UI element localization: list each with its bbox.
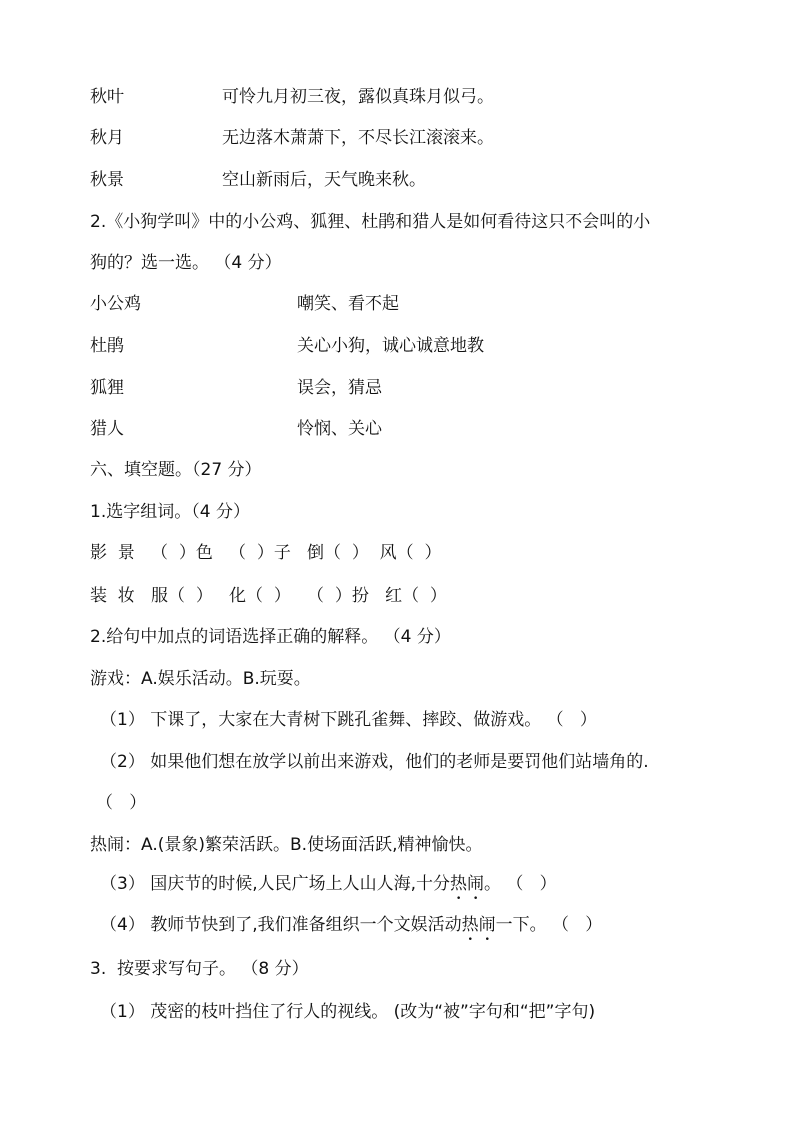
sentence-text: 。 （ ） (484, 874, 557, 894)
sentence-3 (100, 873, 557, 904)
match-left: 小公鸡 (90, 294, 141, 314)
emphasized-word: 热闹 (461, 915, 496, 935)
question-2: 2.《小狗学叫》中的小公鸡、狐狸、杜鹃和猎人是如何看待这只不会叫的小 (90, 212, 651, 232)
question-6-3: 3. 按要求写句子。 （8 分） (90, 959, 309, 979)
sentence-text: （4） 教师节快到了,我们准备组织一个文娱活动 (100, 915, 462, 935)
section-heading: 六、填空题。（27 分） (90, 460, 262, 480)
word-row-1: 影 景 （ ）色 （ ）子 倒（ ） 风（ ） (90, 543, 442, 563)
match-left: 狐狸 (90, 378, 124, 398)
match-left: 秋景 (90, 170, 124, 190)
match-left: 杜鹃 (90, 336, 124, 356)
word-row-2: 装 妆 服（ ） 化（ ） （ ）扮 红（ ） (90, 586, 447, 606)
sentence-text: 一下。 （ ） (495, 915, 603, 935)
match-right: 可怜九月初三夜，露似真珠月似弓。 (222, 87, 494, 107)
match-right: 怜悯、关心 (297, 419, 382, 439)
match-left: 秋叶 (90, 87, 124, 107)
sentence-2: （2） 如果他们想在放学以前出来游戏，他们的老师是要罚他们站墙角的. (100, 752, 649, 772)
match-left: 秋月 (90, 128, 124, 148)
question-6-2: 2.给句中加点的词语选择正确的解释。 （4 分） (90, 627, 451, 647)
sentence-2-blank: （ ） (96, 793, 147, 813)
match-right: 关心小狗，诚心诚意地教 (297, 336, 484, 356)
match-right: 误会，猜忌 (297, 378, 382, 398)
emphasized-word: 热闹 (450, 874, 485, 894)
match-left: 猎人 (90, 419, 124, 439)
sentence-5: （1） 茂密的枝叶挡住了行人的视线。 (改为“被”字句和“把”字句) (100, 1002, 596, 1022)
question-6-1: 1.选字组词。（4 分） (90, 502, 250, 522)
match-right: 空山新雨后，天气晚来秋。 (222, 170, 426, 190)
sentence-4 (100, 914, 602, 945)
sentence-text: （3） 国庆节的时候,人民广场上人山人海,十分 (100, 874, 451, 894)
definition-youxi: 游戏：A.娱乐活动。B.玩耍。 (90, 669, 311, 689)
sentence-1: （1） 下课了，大家在大青树下跳孔雀舞、摔跤、做游戏。 （ ） (100, 710, 597, 730)
match-right: 嘲笑、看不起 (297, 294, 399, 314)
match-right: 无边落木萧萧下，不尽长江滚滚来。 (222, 128, 494, 148)
definition-renao: 热闹：A.(景象)繁荣活跃。B.使场面活跃,精神愉快。 (90, 835, 483, 855)
question-2-cont: 狗的？选一选。 （4 分） (90, 253, 282, 273)
